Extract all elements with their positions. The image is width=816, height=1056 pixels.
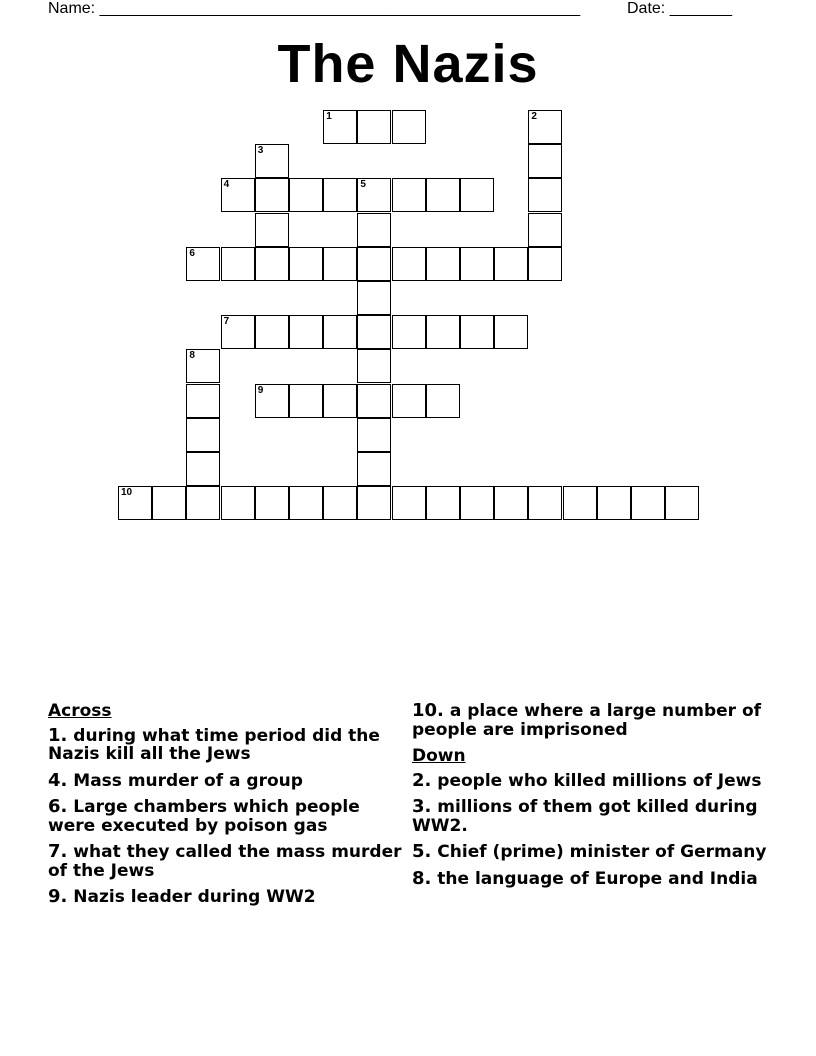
across-heading: Across xyxy=(48,701,112,721)
grid-cell[interactable] xyxy=(426,315,460,349)
cell-number: 5 xyxy=(360,179,366,191)
page-title: The Nazis xyxy=(277,34,539,94)
cell-number: 6 xyxy=(189,247,195,259)
grid-cell[interactable] xyxy=(494,486,528,520)
grid-cell[interactable] xyxy=(357,281,391,315)
grid-cell[interactable] xyxy=(426,178,460,212)
grid-cell[interactable] xyxy=(392,315,426,349)
grid-cell[interactable] xyxy=(528,110,562,144)
grid-cell[interactable] xyxy=(460,178,494,212)
clue-text: Large chambers which people were executed by poison gas xyxy=(48,797,360,836)
cell-number: 3 xyxy=(257,145,264,157)
clue-number: 1. xyxy=(48,724,68,746)
grid-cell[interactable] xyxy=(323,178,357,212)
clue-number: 7. xyxy=(48,841,68,862)
clue-text: Mass murder of a group xyxy=(73,770,303,791)
grid-cell[interactable] xyxy=(186,452,220,486)
grid-cell[interactable] xyxy=(118,486,152,520)
grid-cell[interactable] xyxy=(255,144,289,178)
grid-cell[interactable] xyxy=(357,486,391,520)
grid-cell[interactable] xyxy=(460,315,494,349)
grid-cell[interactable] xyxy=(289,315,323,349)
grid-cell[interactable] xyxy=(255,247,289,281)
grid-cell[interactable] xyxy=(528,178,562,212)
grid-cell[interactable] xyxy=(221,486,255,520)
grid-cell[interactable] xyxy=(186,418,220,452)
grid-cell[interactable] xyxy=(357,110,391,144)
clue-number: 8. xyxy=(412,867,432,889)
across-clue-7 xyxy=(48,843,408,880)
grid-cell[interactable] xyxy=(357,384,391,418)
clue-number: 4. xyxy=(48,769,68,791)
grid-cell[interactable] xyxy=(357,178,391,212)
cell-number: 8 xyxy=(189,350,195,362)
grid-cell[interactable] xyxy=(221,247,255,281)
cell-number: 7 xyxy=(223,316,230,328)
grid-cell[interactable] xyxy=(323,486,357,520)
clue-text: millions of them got killed during WW2. xyxy=(412,797,758,836)
down-heading: Down xyxy=(412,746,466,766)
clue-text: a place where a large number of people are imprisoned xyxy=(412,701,762,740)
grid-cell[interactable] xyxy=(255,178,289,212)
grid-cell[interactable] xyxy=(255,486,289,520)
grid-cell[interactable] xyxy=(289,178,323,212)
clue-text: Nazis leader during WW2 xyxy=(73,887,316,907)
grid-cell[interactable] xyxy=(563,486,597,520)
grid-cell[interactable] xyxy=(186,384,220,418)
grid-cell[interactable] xyxy=(186,486,220,520)
across-clue-1 xyxy=(48,724,408,764)
name-field-label: Name: ______________________________________________________ xyxy=(48,0,581,17)
grid-cell[interactable] xyxy=(289,486,323,520)
right-clue-column xyxy=(412,702,792,896)
cell-number: 2 xyxy=(531,111,537,122)
grid-cell[interactable] xyxy=(392,110,426,144)
grid-cell[interactable] xyxy=(426,486,460,520)
cell-number: 1 xyxy=(326,111,332,122)
clue-number: 5. xyxy=(412,841,432,862)
down-clue-2 xyxy=(412,769,792,791)
across-clues xyxy=(48,702,408,915)
grid-cell[interactable] xyxy=(460,486,494,520)
grid-cell[interactable] xyxy=(357,213,391,247)
grid-cell[interactable] xyxy=(392,247,426,281)
down-clue-8 xyxy=(412,867,792,889)
grid-cell[interactable] xyxy=(289,384,323,418)
grid-cell[interactable] xyxy=(665,486,699,520)
grid-cell[interactable] xyxy=(152,486,186,520)
grid-cell[interactable] xyxy=(597,486,631,520)
clue-text: what they called the mass murder of the Jews xyxy=(48,842,402,881)
grid-cell[interactable] xyxy=(357,452,391,486)
grid-cell[interactable] xyxy=(528,144,562,178)
grid-cell[interactable] xyxy=(494,315,528,349)
grid-cell[interactable] xyxy=(392,384,426,418)
grid-cell[interactable] xyxy=(323,315,357,349)
grid-cell[interactable] xyxy=(494,247,528,281)
clue-text: people who killed millions of Jews xyxy=(437,770,762,791)
clue-text: the language of Europe and India xyxy=(437,868,758,889)
grid-cell[interactable] xyxy=(426,384,460,418)
across-clue-6 xyxy=(48,798,408,835)
grid-cell[interactable] xyxy=(631,486,665,520)
clue-text: during what time period did the Nazis kill all the Jews xyxy=(48,725,380,764)
clue-number: 3. xyxy=(412,796,432,817)
grid-cell[interactable] xyxy=(357,418,391,452)
grid-cell[interactable] xyxy=(528,486,562,520)
cell-number: 10 xyxy=(121,487,133,499)
clue-number: 2. xyxy=(412,769,432,791)
grid-cell[interactable] xyxy=(323,384,357,418)
grid-cell[interactable] xyxy=(323,110,357,144)
grid-cell[interactable] xyxy=(221,178,255,212)
grid-cell[interactable] xyxy=(357,349,391,383)
across-clue-9 xyxy=(48,888,408,907)
date-field-label: Date: _______ xyxy=(627,0,732,17)
grid-cell[interactable] xyxy=(323,247,357,281)
grid-cell[interactable] xyxy=(289,247,323,281)
grid-cell[interactable] xyxy=(426,247,460,281)
clue-number: 10. xyxy=(412,700,444,721)
grid-cell[interactable] xyxy=(255,213,289,247)
grid-cell[interactable] xyxy=(357,247,391,281)
across-clue-4 xyxy=(48,769,408,791)
grid-cell[interactable] xyxy=(186,247,220,281)
cell-number: 4 xyxy=(223,179,230,191)
grid-cell[interactable] xyxy=(392,486,426,520)
clue-number: 9. xyxy=(48,886,68,907)
grid-cell[interactable] xyxy=(528,247,562,281)
grid-cell[interactable] xyxy=(255,384,289,418)
down-clue-5 xyxy=(412,843,792,862)
grid-cell[interactable] xyxy=(357,315,391,349)
grid-cell[interactable] xyxy=(186,349,220,383)
down-clue-3 xyxy=(412,798,792,835)
grid-cell[interactable] xyxy=(460,247,494,281)
grid-cell[interactable] xyxy=(528,213,562,247)
across-clue-10 xyxy=(412,702,792,739)
clue-number: 6. xyxy=(48,796,68,817)
grid-cell[interactable] xyxy=(221,315,255,349)
grid-cell[interactable] xyxy=(392,178,426,212)
clue-text: Chief (prime) minister of Germany xyxy=(437,842,767,862)
grid-cell[interactable] xyxy=(255,315,289,349)
cell-number: 9 xyxy=(257,384,264,396)
